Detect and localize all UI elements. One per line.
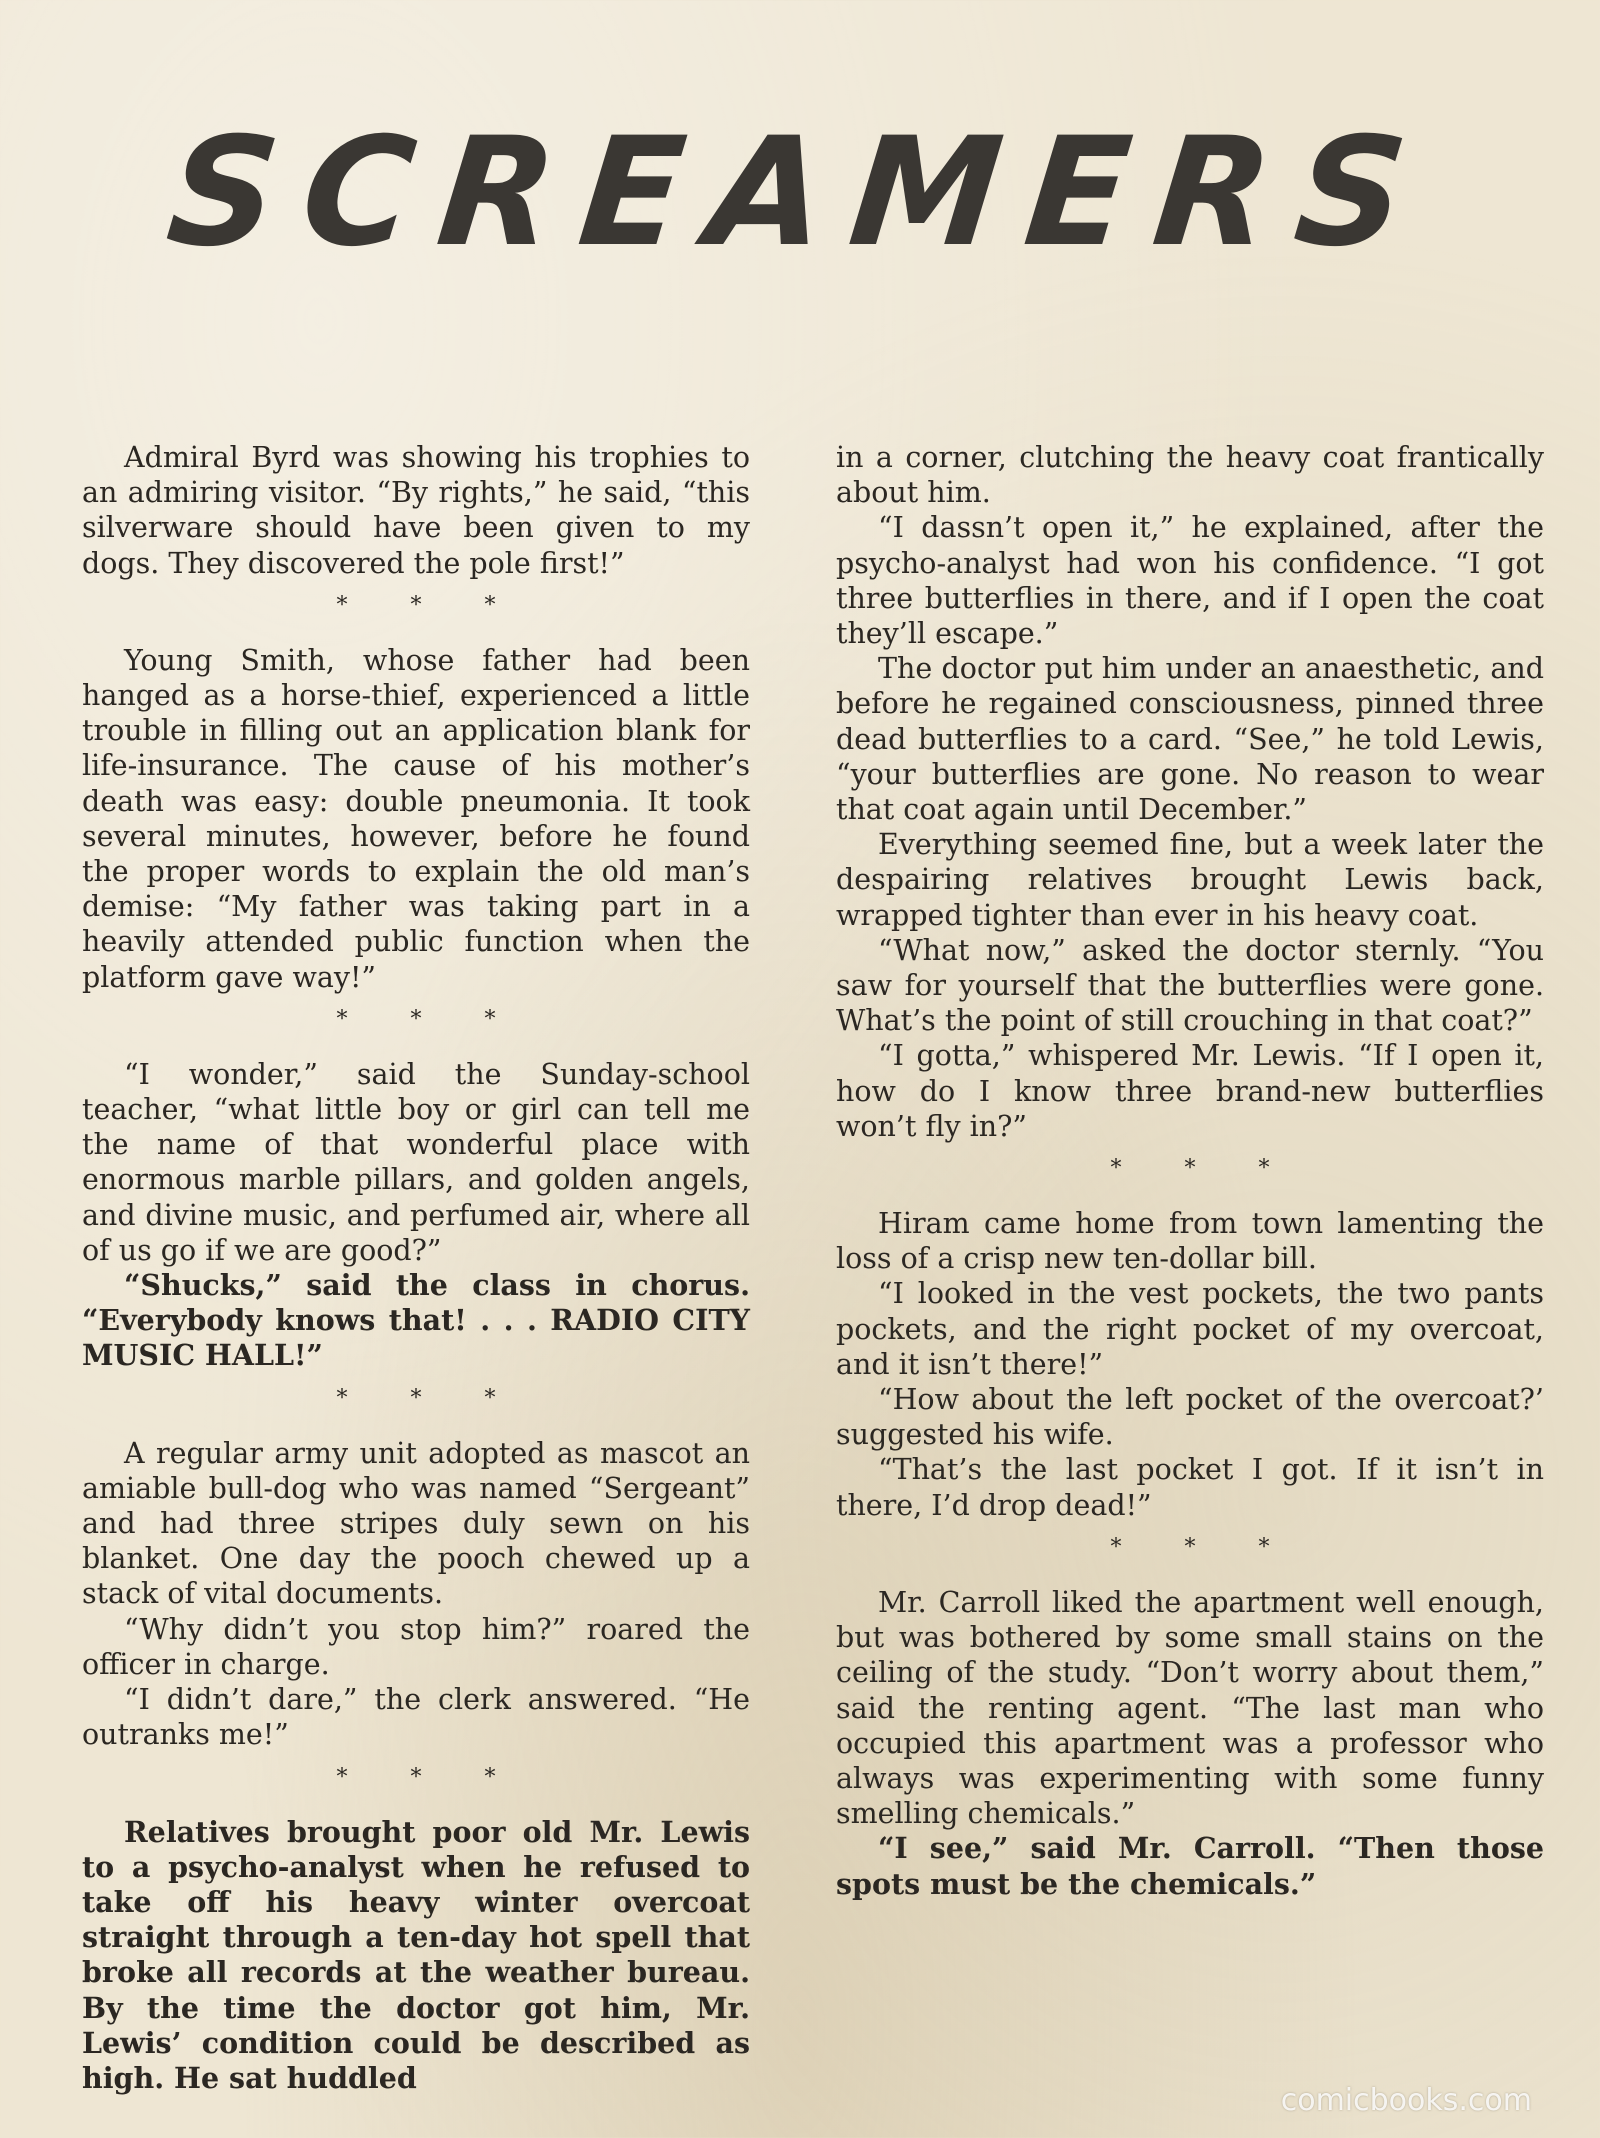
watermark: comicbooks.com: [1280, 2083, 1532, 2118]
joke-lewis-2: “I dassn’t open it,” he explained, after the psycho-analyst had won his confidence. “I got three butterflies in there, and if I open the coat they’ll escape.”: [836, 511, 1544, 651]
joke-sergeant-punchline: “I didn’t dare,” the clerk answered. “He outranks me!”: [82, 1683, 750, 1752]
joke-carroll: Mr. Carroll liked the apartment well enough, but was bothered by some small stains on the ceiling of the study. “Don’t worry about them,” said the renting agent. “The last man who occupied this apartment was a professor who always was experimenting with some funny smelling chemicals.”: [836, 1585, 1544, 1831]
left-column: [82, 440, 750, 2096]
page-title: SCREAMERS: [160, 106, 1440, 280]
joke-lewis: Relatives brought poor old Mr. Lewis to a psycho-analyst when he refused to take off his heavy winter overcoat straight through a ten-day hot spell that broke all records at the weather bureau. By the time the doctor got him, Mr. Lewis’ condition could be described as high. He sat huddled: [82, 1814, 750, 2095]
separator: * * *: [1110, 1156, 1298, 1182]
joke-byrd: Admiral Byrd was showing his trophies to an admiring visitor. “By rights,” he said, “this silverware should have been given to my dogs. They discovered the pole first!”: [82, 441, 750, 580]
joke-lewis-5: “What now,” asked the doctor sternly. “You saw for yourself that the butterflies were gone. What’s the point of still crouching in that coat?”: [836, 933, 1544, 1038]
joke-sergeant: A regular army unit adopted as mascot an amiable bull-dog who was named “Sergeant” and had three stripes duly sewn on his blanket. One day the pooch chewed up a stack of vital documents.: [82, 1436, 750, 1611]
joke-hiram-3: “How about the left pocket of the overcoat?’ suggested his wife.: [836, 1383, 1544, 1452]
separator: * * *: [336, 1385, 524, 1411]
separator: * * *: [336, 1006, 524, 1032]
separator: * * *: [1110, 1534, 1298, 1560]
joke-sunday-school-punchline: “Shucks,” said the class in chorus. “Everybody knows that! . . . RADIO CITY MUSIC HALL!”: [82, 1268, 750, 1373]
joke-hiram-punchline: “That’s the last pocket I got. If it isn’t in there, I’d drop dead!”: [836, 1453, 1544, 1522]
joke-lewis-punchline: “I gotta,” whispered Mr. Lewis. “If I open it, how do I know three brand-new butterflies won’t fly in?”: [836, 1039, 1544, 1143]
right-column: [836, 440, 1544, 1902]
joke-sunday-school: “I wonder,” said the Sunday-school teacher, “what little boy or girl can tell me the name of that wonderful place with enormous marble pillars, and golden angels, and divine music, and perfumed air, where all of us go if we are good?”: [82, 1057, 750, 1267]
separator: * * *: [336, 592, 524, 618]
separator: * * *: [336, 1764, 524, 1790]
joke-lewis-3: The doctor put him under an anaesthetic, and before he regained consciousness, pinned three dead butterflies to a card. “See,” he told Lewis, “your butterflies are gone. No reason to wear that coat again until December.”: [836, 652, 1544, 827]
joke-sergeant-line-2: “Why didn’t you stop him?” roared the officer in charge.: [82, 1612, 750, 1681]
joke-hiram: Hiram came home from town lamenting the loss of a crisp new ten-dollar bill.: [836, 1207, 1544, 1276]
joke-lewis-continued: in a corner, clutching the heavy coat frantically about him.: [836, 441, 1544, 510]
joke-smith: Young Smith, whose father had been hanged as a horse-thief, experienced a little trouble in filling out an application blank for life-insurance. The cause of his mother’s death was easy: double pneumonia. It took several minutes, however, before he found the proper words to explain the old man’s demise: “My father was taking part in a heavily attended public function when the platform gave way!”: [82, 643, 750, 994]
joke-lewis-4: Everything seemed fine, but a week later the despairing relatives brought Lewis back, wrapped tighter than ever in his heavy coat.: [836, 828, 1544, 932]
joke-carroll-punchline: “I see,” said Mr. Carroll. “Then those spots must be the chemicals.”: [836, 1831, 1544, 1901]
joke-hiram-2: “I looked in the vest pockets, the two pants pockets, and the right pocket of my overcoat, and it isn’t there!”: [836, 1277, 1544, 1381]
